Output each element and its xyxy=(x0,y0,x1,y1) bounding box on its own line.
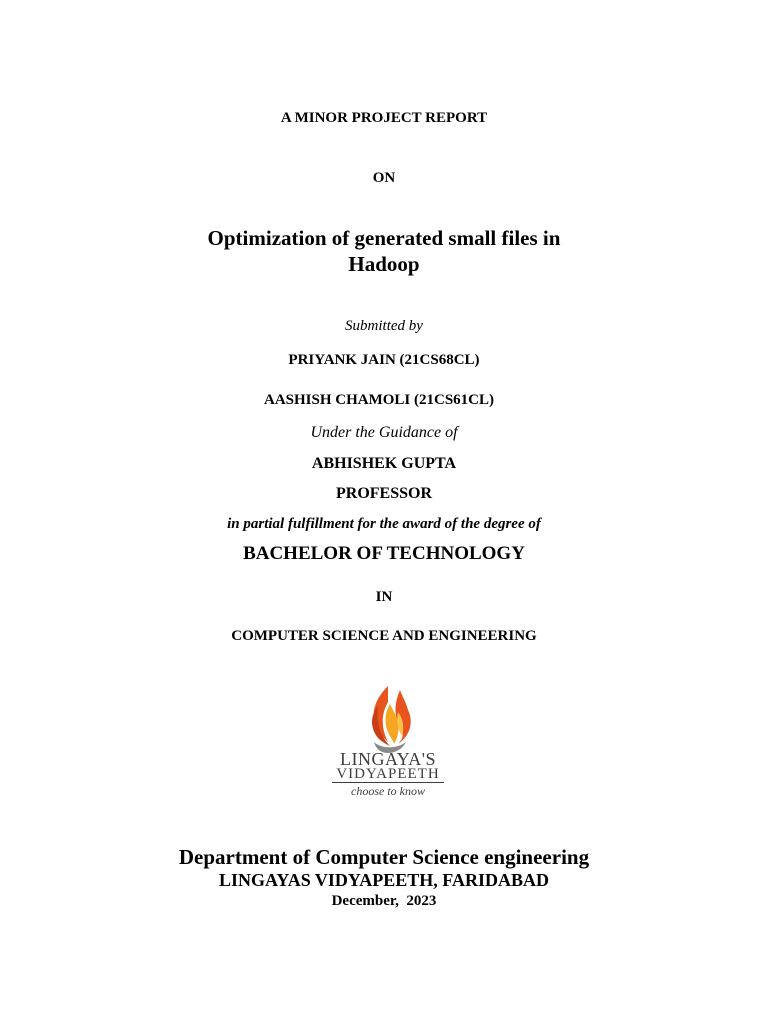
project-title-line1: Optimization of generated small files in xyxy=(207,226,561,250)
university-logo xyxy=(318,682,458,804)
institute-name: LINGAYAS VIDYAPEETH, FARIDABAD xyxy=(219,870,549,890)
on-label: ON xyxy=(372,170,396,186)
logo-name-line1: LINGAYA'S xyxy=(339,749,437,769)
guide-name: ABHISHEK GUPTA xyxy=(311,455,457,472)
branch-name: COMPUTER SCIENCE AND ENGINEERING xyxy=(231,628,537,644)
submitted-by-label: Submitted by xyxy=(345,318,423,334)
logo-divider xyxy=(332,782,444,783)
fulfillment-text: in partial fulfillment for the award of the degree of xyxy=(227,516,541,532)
guide-title: PROFESSOR xyxy=(335,485,432,502)
department-name: Department of Computer Science engineering xyxy=(178,845,590,869)
report-date: December, 2023 xyxy=(331,893,437,909)
guidance-label: Under the Guidance of xyxy=(310,424,458,441)
student-name-2: AASHISH CHAMOLI (21CS61CL) xyxy=(263,392,495,408)
in-label: IN xyxy=(375,589,393,605)
logo-name-line2: VIDYAPEETH xyxy=(336,766,440,782)
flame-icon xyxy=(318,682,458,754)
student-name-1: PRIYANK JAIN (21CS68CL) xyxy=(288,352,480,368)
project-title-line2: Hadoop xyxy=(348,252,420,276)
logo-tagline: choose to know xyxy=(351,784,425,798)
degree-name: BACHELOR OF TECHNOLOGY xyxy=(243,543,525,564)
report-heading: A MINOR PROJECT REPORT xyxy=(280,110,488,126)
